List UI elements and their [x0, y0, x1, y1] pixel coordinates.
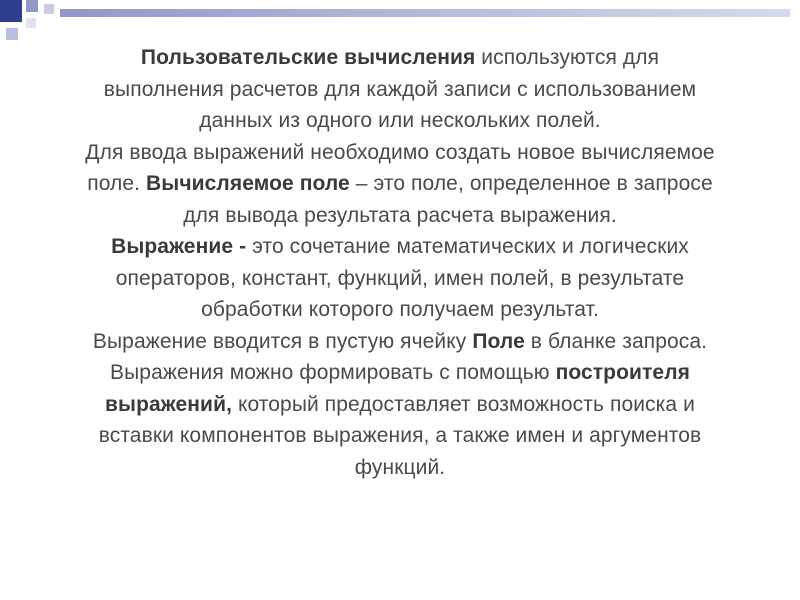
text-line [10, 42, 790, 74]
term-user-calculations: Пользовательские вычисления [140, 46, 476, 69]
term-calculated-field: Вычисляемое поле [146, 172, 350, 195]
text-line: Для ввода выражений необходимо создать новое вычисляемое [85, 140, 715, 164]
deco-square [44, 4, 54, 14]
term-field: Поле [472, 329, 525, 353]
text-line [10, 168, 790, 200]
deco-square [26, 18, 36, 28]
paragraph-user-calculations [10, 42, 790, 137]
deco-square [0, 0, 22, 22]
slide-body-text [10, 42, 790, 483]
paragraph-expression-builder [10, 357, 790, 483]
text-line [10, 389, 790, 421]
text-line [10, 231, 790, 263]
text-line: вставки компонентов выражения, а также имен и аргументов [98, 424, 702, 447]
deco-square [6, 28, 18, 40]
paragraph-calculated-field [10, 137, 790, 232]
text-fragment: Выражения можно формировать с помощью [110, 361, 556, 384]
text-line [10, 357, 790, 389]
text-line: для вывода результата расчета выражения. [183, 203, 617, 227]
text-line: функций. [354, 455, 446, 479]
text-fragment: – это поле, определенное в запросе [349, 172, 713, 195]
text-line: обработки которого получаем результат. [201, 298, 599, 321]
deco-square [26, 0, 38, 12]
header-bar [60, 9, 790, 17]
term-expressions: выражений, [105, 392, 233, 416]
text-line: операторов, констант, функций, имен полей, в результате [115, 266, 685, 290]
text-fragment: используются для [475, 46, 660, 69]
text-fragment: который предоставляет возможность поиска и [232, 392, 695, 416]
term-builder: построителя [555, 361, 690, 384]
text-line: выполнения расчетов для каждой записи с использованием [103, 77, 697, 101]
paragraph-expression [10, 231, 790, 326]
term-expression: Выражение - [111, 235, 247, 258]
text-fragment: в бланке запроса. [524, 329, 708, 353]
paragraph-expression-entry [10, 326, 790, 358]
text-fragment: поле. [87, 172, 147, 195]
text-line [10, 326, 790, 358]
text-fragment: Выражение вводится в пустую ячейку [92, 329, 473, 353]
text-line: данных из одного или нескольких полей. [199, 109, 601, 132]
text-fragment: это сочетание математических и логических [246, 235, 689, 258]
